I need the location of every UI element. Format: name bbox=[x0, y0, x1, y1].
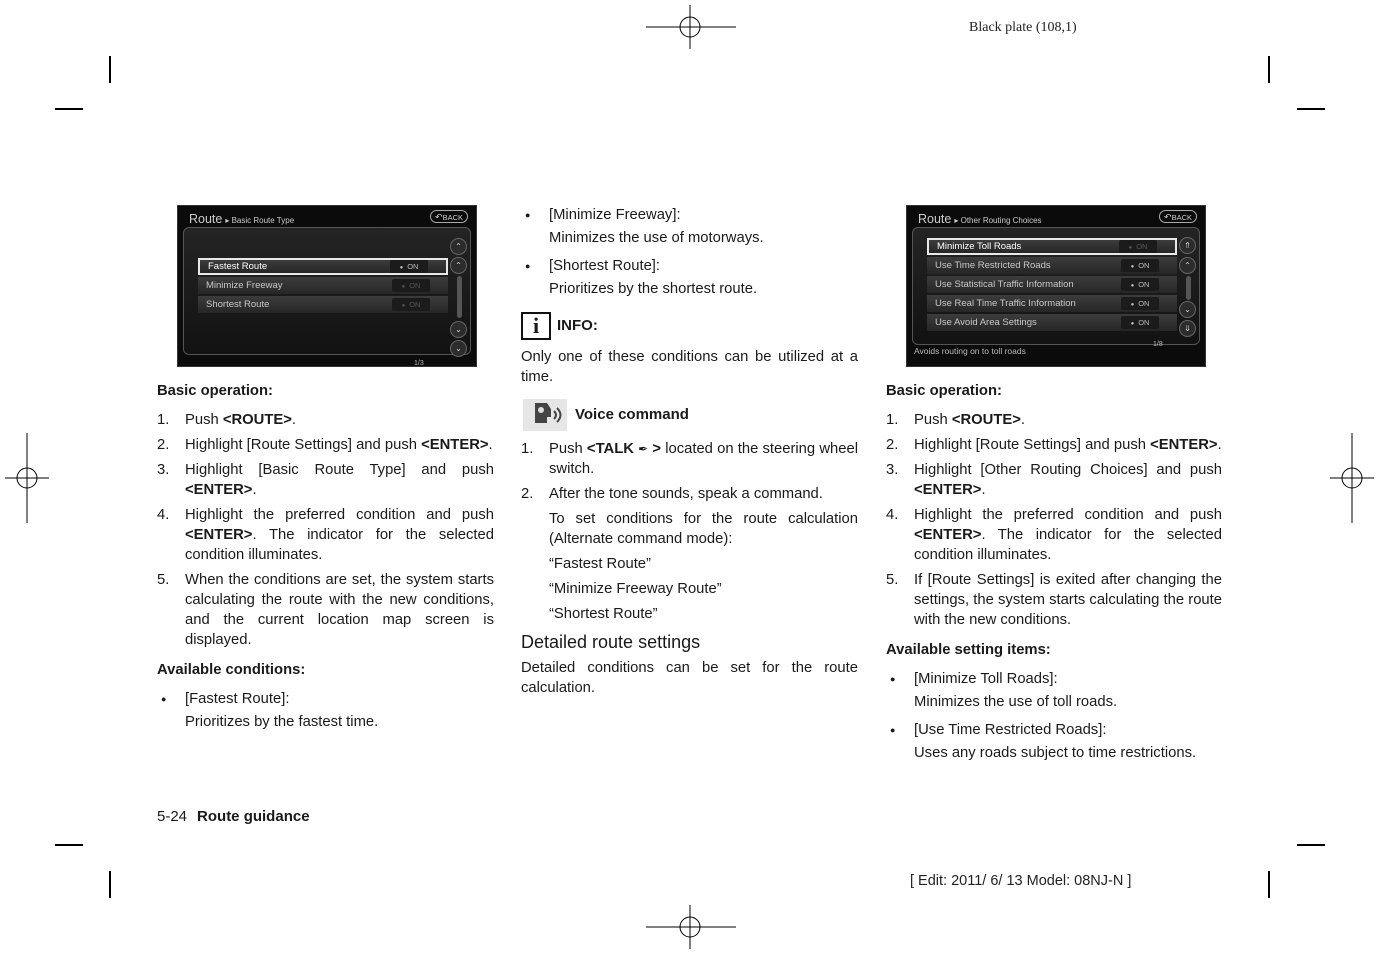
scroll-up-icon: ⌃ bbox=[450, 238, 467, 255]
option-row: Use Avoid Area Settings ● ON bbox=[927, 314, 1177, 331]
scroll-down-icon: ⌄ bbox=[450, 340, 467, 357]
back-button: ↶ BACK bbox=[1159, 210, 1197, 223]
option-row: Fastest Route ● ON bbox=[198, 258, 448, 275]
heading-available-conditions: Available conditions: bbox=[157, 662, 306, 678]
voice-command-heading: Voice command bbox=[521, 397, 858, 433]
page-number: 5-24 bbox=[157, 808, 188, 825]
step: 4. Highlight the preferred condition and push <ENTER>. The indicator for the selected condition illuminates. bbox=[886, 507, 1222, 563]
scroll-up-icon: ⌃ bbox=[1179, 257, 1196, 274]
scroll-up-icon: ⌃ bbox=[450, 257, 467, 274]
option-row: Minimize Toll Roads ● ON bbox=[927, 238, 1177, 255]
step: 5. If [Route Settings] is exited after changing the settings, the system starts calculating the route with the new conditions. bbox=[886, 572, 1222, 628]
info-icon: i bbox=[521, 312, 551, 340]
info-label: INFO: bbox=[557, 317, 598, 334]
list-item: ● [Fastest Route]: Prioritizes by the fastest time. bbox=[157, 689, 494, 732]
step: 4. Highlight the preferred condition and push <ENTER>. The indicator for the selected condition illuminates. bbox=[157, 507, 494, 563]
list-item: ● [Use Time Restricted Roads]: Uses any roads subject to time restrictions. bbox=[886, 720, 1222, 763]
step: 5. When the conditions are set, the system starts calculating the route with the new conditions, and the current location map screen is displayed. bbox=[157, 572, 494, 648]
step: 1. Push <ROUTE>. bbox=[886, 412, 1026, 428]
list-item: ● [Minimize Freeway]: Minimizes the use of motorways. bbox=[521, 205, 858, 248]
option-row: Use Real Time Traffic Information ● ON bbox=[927, 295, 1177, 312]
crop-mark bbox=[109, 56, 111, 83]
page-indicator: 1/8 bbox=[1153, 341, 1163, 348]
crop-mark bbox=[109, 871, 111, 898]
crop-mark bbox=[55, 844, 83, 846]
voice-command-icon bbox=[521, 397, 569, 433]
screen-footer-text: Avoids routing on to toll roads bbox=[914, 346, 1026, 356]
detail-text: Detailed conditions can be set for the route calculation. bbox=[521, 660, 858, 696]
screen-title: Route ▸ Other Routing Choices bbox=[918, 212, 1042, 226]
page-footer bbox=[157, 808, 310, 825]
info-text: Only one of these conditions can be utilized at a time. bbox=[521, 349, 858, 385]
voice-steps-list bbox=[521, 439, 858, 504]
step: 3. Highlight [Basic Route Type] and push <ENTER>. bbox=[157, 462, 494, 498]
heading-basic-operation: Basic operation: bbox=[886, 383, 1002, 399]
talk-icon: ✒ bbox=[638, 442, 649, 456]
back-button: ↶ BACK bbox=[430, 210, 468, 223]
option-list bbox=[198, 258, 448, 315]
step: 1. Push <ROUTE>. bbox=[157, 412, 297, 428]
voice-command: “Fastest Route” bbox=[549, 556, 651, 572]
step: 2. Highlight [Route Settings] and push <ENTER>. bbox=[886, 437, 1222, 453]
steps-list bbox=[157, 410, 494, 650]
screenshot-basic-route-type bbox=[177, 205, 477, 367]
info-callout bbox=[521, 312, 858, 340]
steps-list bbox=[886, 410, 1222, 630]
edit-info: [ Edit: 2011/ 6/ 13 Model: 08NJ-N ] bbox=[910, 873, 1132, 889]
plate-label: Black plate (108,1) bbox=[969, 20, 1077, 35]
list-item: ● [Shortest Route]: Prioritizes by the shortest route. bbox=[521, 256, 858, 299]
page-indicator: 1/3 bbox=[414, 360, 424, 367]
option-row: Use Statistical Traffic Information ● ON bbox=[927, 276, 1177, 293]
section-name: Route guidance bbox=[197, 808, 310, 825]
registration-mark-right bbox=[1330, 433, 1374, 523]
voice-command: “Shortest Route” bbox=[549, 606, 658, 622]
step: 3. Highlight [Other Routing Choices] and push <ENTER>. bbox=[886, 462, 1222, 498]
step: 2. After the tone sounds, speak a command. bbox=[521, 486, 823, 502]
column-middle bbox=[521, 205, 858, 698]
voice-command: “Minimize Freeway Route” bbox=[549, 581, 722, 597]
option-row: Minimize Freeway ● ON bbox=[198, 277, 448, 294]
step: 2. Highlight [Route Settings] and push <ENTER>. bbox=[157, 437, 493, 453]
crop-mark bbox=[55, 108, 83, 110]
screenshot-other-routing-choices bbox=[906, 205, 1206, 367]
settings-list bbox=[886, 669, 1222, 763]
heading-detailed-route-settings: Detailed route settings bbox=[521, 632, 701, 652]
heading-basic-operation: Basic operation: bbox=[157, 383, 273, 399]
step: 1. Push <TALK ✒ > located on the steering wheel switch. bbox=[521, 441, 858, 477]
option-list bbox=[927, 238, 1177, 333]
crop-mark bbox=[1297, 844, 1325, 846]
scroll-top-icon: ⇑ bbox=[1179, 237, 1196, 254]
voice-sub-text: To set conditions for the route calculation (Alternate command mode): bbox=[549, 511, 858, 547]
conditions-list bbox=[157, 689, 494, 732]
crop-mark bbox=[1297, 108, 1325, 110]
crop-mark bbox=[1268, 871, 1270, 898]
registration-mark-bottom bbox=[646, 905, 736, 949]
option-row: Shortest Route ● ON bbox=[198, 296, 448, 313]
column-right bbox=[886, 205, 1222, 771]
list-item: ● [Minimize Toll Roads]: Minimizes the use of toll roads. bbox=[886, 669, 1222, 712]
registration-mark-top bbox=[646, 5, 736, 49]
scroll-down-icon: ⌄ bbox=[450, 321, 467, 338]
screen-title: Route ▸ Basic Route Type bbox=[189, 212, 295, 226]
scroll-bottom-icon: ⇓ bbox=[1179, 320, 1196, 337]
registration-mark-left bbox=[5, 433, 49, 523]
scroll-down-icon: ⌄ bbox=[1179, 301, 1196, 318]
conditions-list bbox=[521, 205, 858, 299]
option-row: Use Time Restricted Roads ● ON bbox=[927, 257, 1177, 274]
column-left bbox=[157, 205, 494, 740]
heading-available-setting-items: Available setting items: bbox=[886, 642, 1051, 658]
crop-mark bbox=[1268, 56, 1270, 83]
